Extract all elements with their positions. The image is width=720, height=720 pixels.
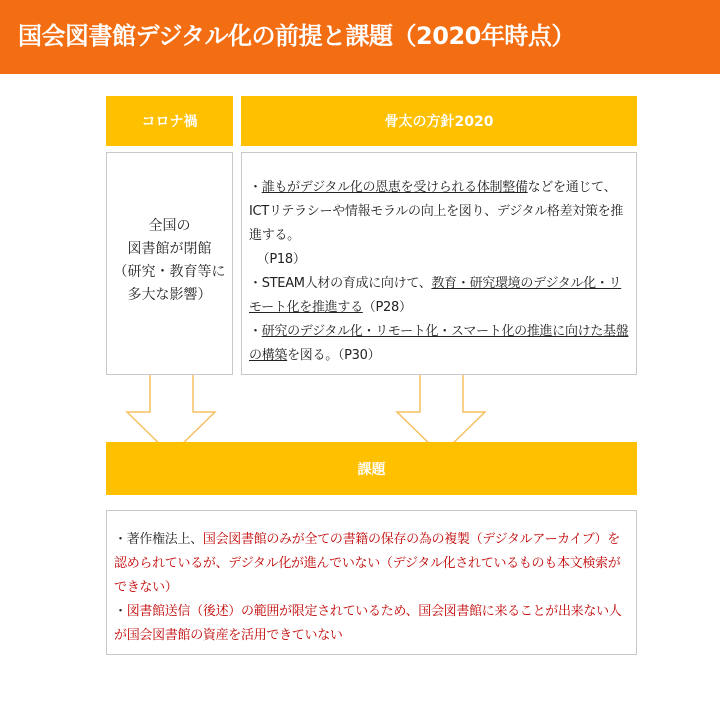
covid-line: 図書館が閉館 (127, 241, 212, 257)
honebuto-bullet-2 (249, 272, 630, 320)
issues-bullets (114, 528, 630, 648)
covid-text (107, 215, 232, 307)
issue-bullet-1 (114, 528, 630, 600)
issue-bullet-2 (114, 600, 630, 648)
highlight-text: 図書館送信（後述）の範囲が限定されているため、国会図書館に来ることが出来ない人が国会図書館の資産を活用できていない (114, 604, 622, 643)
covid-header (106, 96, 233, 146)
honebuto-bullet-1 (249, 176, 630, 272)
honebuto-bullets (249, 176, 630, 368)
bullet-mark: ・ (114, 604, 127, 619)
honebuto-box (241, 152, 637, 375)
underlined-text: 体制整備 (476, 180, 528, 195)
underlined-text: 誰もがデジタル化の恩恵を受けられる (261, 180, 477, 195)
highlight-text: 国会図書館のみが全ての書籍の保存の為の複製（デジタルアーカイブ）を認められているが、デジタル化が進んでいない（デジタル化されているものも本文検索ができない） (114, 532, 621, 595)
page-title: 国会図書館デジタル化の前提と課題（2020年時点） (18, 22, 575, 50)
honebuto-header (241, 96, 637, 146)
issues-header-label: 課題 (357, 461, 386, 478)
underlined-text: 教育・研究環境のデジタル化・リモート化を推進する (249, 276, 622, 315)
covid-header-label: コロナ禍 (141, 114, 198, 130)
honebuto-bullet-3 (249, 320, 630, 368)
honebuto-header-label: 骨太の方針2020 (384, 114, 494, 130)
bullet-mark: ・ (249, 324, 262, 339)
bullet-text: などを通じて、ICTリテラシーや情報モラルの向上を図り、デジタル格差対策を推進する。 (249, 180, 624, 243)
page-ref: （P18） (256, 252, 306, 267)
bullet-text: ・STEAM人材の育成に向けて、 (249, 276, 432, 291)
covid-line: （研究・教育等に (113, 264, 226, 280)
covid-line: 多大な影響） (127, 287, 212, 303)
bullet-text: ・著作権法上、 (114, 532, 203, 547)
bullet-text: を図る。（P30） (287, 348, 381, 363)
covid-box (106, 152, 233, 375)
covid-line: 全国の (148, 218, 191, 234)
bullet-mark: ・ (249, 180, 262, 195)
page-ref: （P28） (362, 300, 412, 315)
issues-header (106, 442, 637, 495)
issues-box (106, 510, 637, 655)
underlined-text: 研究のデジタル化・リモート化・スマート化の推進に向けた基盤の構築 (249, 324, 629, 363)
